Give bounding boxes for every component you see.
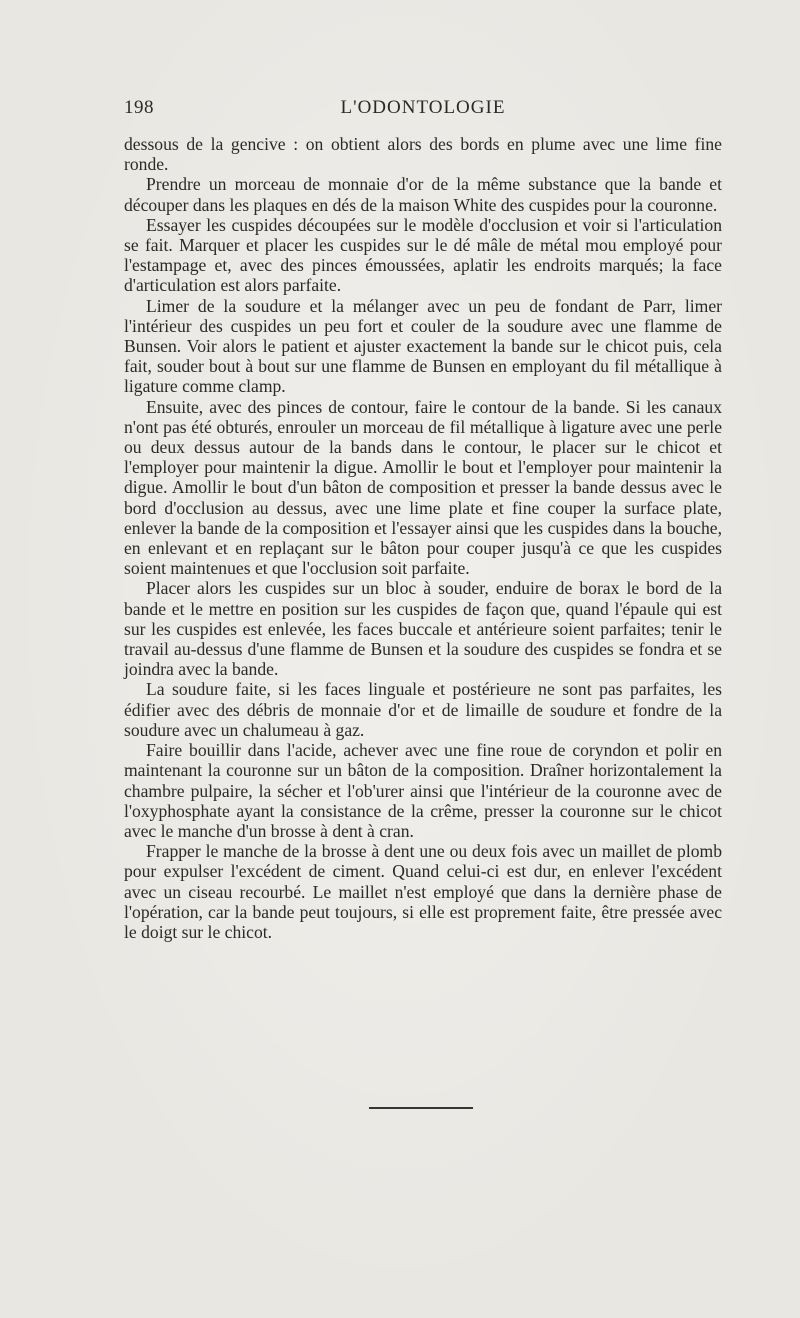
paragraph: Ensuite, avec des pinces de contour, faire le contour de la bande. Si les canaux n'ont pas été obturés, enrouler un morceau de fil métallique à ligature avec une perle ou deux dessus autour de la bands dans le contour, le placer sur le chicot et l'employer pour maintenir la digue. Amollir le bout et l'employer pour maintenir la digue. Amollir le bout d'un bâton de composition et presser la bande dessus avec le bord d'occlusion au dessus, avec une lime plate et fine couper la surface plate, enlever la bande de la composition et l'essayer ainsi que les cuspides dans la bouche, en enlevant et en replaçant sur le bâton pour couper jusqu'à ce que les cuspides soient maintenues et que l'occlusion soit parfaite. [124, 396, 722, 579]
page-number: 198 [124, 97, 154, 118]
page-header [124, 97, 722, 123]
paragraph: Limer de la soudure et la mélanger avec un peu de fondant de Parr, limer l'intérieur des cuspides un peu fort et couler de la soudure avec une flamme de Bunsen. Voir alors le patient et ajuster exactement la bande sur le chicot puis, cela fait, souder bout à bout sur une flamme de Bunsen en employant du fil métallique à ligature comme clamp. [124, 295, 722, 397]
paragraph: Essayer les cuspides découpées sur le modèle d'occlusion et voir si l'articulation se fait. Marquer et placer les cuspides sur le dé mâle de métal mou employé pour l'estampage et, avec des pinces émoussées, aplatir les endroits marqués; la face d'articulation est alors parfaite. [124, 214, 722, 296]
paragraph: Prendre un morceau de monnaie d'or de la même substance que la bande et découper dans les plaques en dés de la maison White des cuspides pour la couronne. [124, 174, 722, 215]
running-title: L'ODONTOLOGIE [340, 97, 506, 118]
paragraph: Frapper le manche de la brosse à dent une ou deux fois avec un maillet de plomb pour expulser l'excédent de ciment. Quand celui-ci est dur, en enlever l'excédent avec un ciseau recourbé. Le maillet n'est employé que dans la dernière phase de l'opération, car la bande peut toujours, si elle est proprement faite, être pressée avec le doigt sur le chicot. [124, 841, 722, 942]
paragraph: Faire bouillir dans l'acide, achever avec une fine roue de coryndon et polir en maintenant la couronne sur un bâton de la composition. Draîner horizontalement la chambre pulpaire, la sécher et l'ob'urer ainsi que l'intérieur de la couronne avec de l'oxyphosphate ayant la consistance de la crême, presser la couronne sur le chicot avec le manche d'un brosse à dent à cran. [124, 740, 722, 841]
paragraph: La soudure faite, si les faces linguale et postérieure ne sont pas parfaites, les édifier avec des débris de monnaie d'or et de limaille de soudure et fondre de la soudure avec un chalumeau à gaz. [124, 679, 722, 740]
paragraph: Placer alors les cuspides sur un bloc à souder, enduire de borax le bord de la bande et le mettre en position sur les cuspides de façon que, quand l'épaule qui est sur les cuspides est enlevée, les faces buccale et antérieure soient parfaites; tenir le travail au-dessus d'une flamme de Bunsen et la soudure des cuspides se fondra et se joindra avec la bande. [124, 578, 722, 680]
body-text [124, 134, 722, 942]
section-end-rule [369, 1107, 473, 1109]
paragraph: dessous de la gencive : on obtient alors des bords en plume avec une lime fine ronde. [124, 134, 722, 175]
